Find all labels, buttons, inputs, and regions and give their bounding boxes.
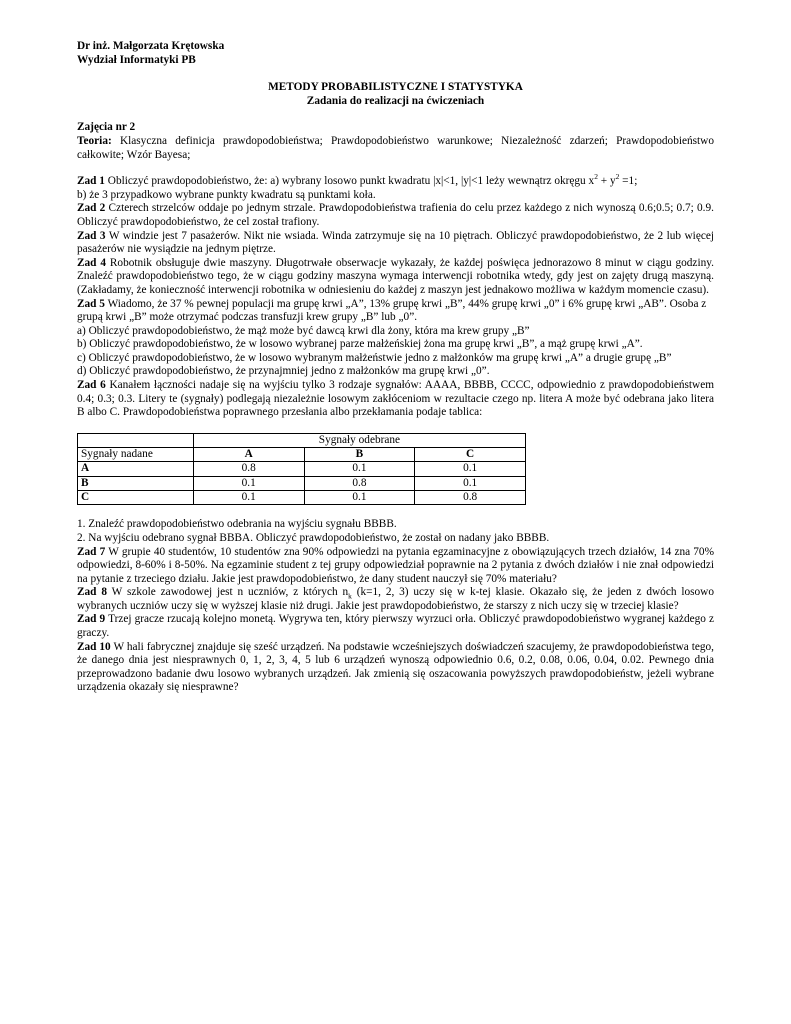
table-cell: 0.8 xyxy=(304,476,415,490)
task-10-text: W hali fabrycznej znajduje się sześć urządzeń. Na podstawie wcześniejszych doświadczeń szacujemy, że prawdopodobieństwa tego, że danego dnia jest niesprawnych 0, 1, 2, 3, 4, 5 lub 6 urządzeń wynoszą odpowiednio 0.6, 0.2, 0.08, 0.06, 0.04, 0.02. Pewnego dnia przeprowadzono badanie dwu losowo wybranych urządzeń. Jak zmienią się oszacowania powyższych prawdopodobieństw, jeżeli wybrane urządzenia okazały się niesprawne? xyxy=(77,640,715,694)
faculty-name: Wydział Informatyki PB xyxy=(77,53,196,66)
task-1 xyxy=(77,172,714,189)
table-corner-cell xyxy=(78,433,194,447)
task-5-a: a) Obliczyć prawdopodobieństwo, że mąż może być dawcą krwi dla żony, która ma krew grupy „B” xyxy=(77,324,530,337)
task-3-text: W windzie jest 7 pasażerów. Nikt nie wsiada. Winda zatrzymuje się na 10 piętrach. Obliczyć prawdopodobieństwo, że 2 lub więcej pasażerów nie wysiądzie na jednym piętrze. xyxy=(77,229,715,256)
table-header-row xyxy=(78,433,526,447)
task-1-exponent: 2 xyxy=(594,172,598,182)
task-1-exponent-2: 2 xyxy=(615,172,620,182)
theory-text: Klasyczna definicja prawdopodobieństwa; Prawdopodobieństwo warunkowe; Niezależność zdarzeń; Prawdopodobieństwo całkowite; Wzór Bayesa; xyxy=(77,134,714,161)
task-5-label: Zad 5 xyxy=(77,297,105,310)
task-8-text: W szkole zawodowej jest n uczniów, z których n xyxy=(111,586,349,599)
task-6-question-2: 2. Na wyjściu odebrano sygnał BBBA. Obliczyć prawdopodobieństwo, że został on nadany jako BBBB. xyxy=(77,531,550,544)
task-10-label: Zad 10 xyxy=(77,640,111,653)
row-label: B xyxy=(78,476,194,490)
task-1-text: Obliczyć prawdopodobieństwo, że: a) wybrany losowo punkt kwadratu |x|<1, |y|<1 leży wewnątrz okręgu x xyxy=(107,175,595,188)
task-5-d: d) Obliczyć prawdopodobieństwo, że przynajmniej jedno z małżonków ma grupę krwi „0”. xyxy=(77,365,490,378)
task-4-label: Zad 4 xyxy=(77,256,106,269)
task-2-text: Czterech strzelców oddaje po jednym strzale. Prawdopodobieństwa trafienia do celu przez każdego z nich wynoszą 0.6;0.5; 0.7; 0.9. Obliczyć prawdopodobieństwo, że cel został trafiony. xyxy=(77,202,714,228)
author-name: Dr inż. Małgorzata Krętowska xyxy=(77,40,225,52)
task-7-label: Zad 7 xyxy=(77,545,106,558)
task-2 xyxy=(77,202,714,229)
task-9-text: Trzej gracze rzucają kolejno monetą. Wygrywa ten, który pierwszy wyrzuci orła. Obliczyć prawdopodobieństwo wygranej każdego z graczy. xyxy=(77,613,714,640)
task-8 xyxy=(77,586,714,613)
task-6-label: Zad 6 xyxy=(77,379,106,392)
task-6-question-1: 1. Znaleźć prawdopodobieństwo odebrania na wyjściu sygnału BBBB. xyxy=(77,518,397,531)
task-1-text-end: =1; xyxy=(619,175,638,188)
column-header: A xyxy=(193,448,304,462)
table-cell: 0.1 xyxy=(304,491,415,505)
table-cell: 0.8 xyxy=(193,462,304,476)
course-subtitle: Zadania do realizacji na ćwiczeniach xyxy=(306,94,485,107)
table-cell: 0.1 xyxy=(193,491,304,505)
task-3-label: Zad 3 xyxy=(77,229,106,242)
table-cell: 0.1 xyxy=(415,476,526,490)
theory-paragraph xyxy=(77,135,714,162)
table-cell: 0.1 xyxy=(304,462,415,476)
task-3 xyxy=(77,230,714,257)
row-label: A xyxy=(78,462,194,476)
task-4-text: Robotnik obsługuje dwie maszyny. Długotrwałe obserwacje wykazały, że każdej poświęca jednorazowo 8 minut w ciągu godziny. Znaleźć prawdopodobieństwo tego, że w ciągu godziny maszyna wymaga interwencji robotnika wtedy, gdy jest on zajęty drugą maszyną. (Zakładamy, że konieczność interwencji robotnika w odniesieniu do każdej z maszyn jest jednakowo możliwa w każdym momencie czasu). xyxy=(77,256,714,296)
task-7-text: W grupie 40 studentów, 10 studentów zna 90% odpowiedzi na pytania egzaminacyjne z obowiązujących trzech działów, 14 zna 70% odpowiedzi, 8-60% i 8-50%. Na egzaminie student z tej grupy odpowiedział poprawnie na 2 pytania z dwóch działów i nie znał odpowiedzi na pytanie z trzeciego działu. Jakie jest prawdopodobieństwo, że dany student nauczył się 70% materiału? xyxy=(77,545,714,585)
task-5-text: Wiadomo, że 37 % pewnej populacji ma grupę krwi „A”, 13% grupę krwi „B”, 44% grupę krwi „0” i 6% grupę krwi „AB”. Osoba z grupą krwi „B” może otrzymać podczas transfuzji krew grupy „B” lub „0”. xyxy=(77,297,707,324)
task-2-label: Zad 2 xyxy=(77,202,106,215)
table-column-row xyxy=(78,448,526,462)
table-cell: 0.1 xyxy=(193,476,304,490)
task-5 xyxy=(77,298,714,325)
task-5-c: c) Obliczyć prawdopodobieństwo, że w losowo wybranym małżeństwie jedno z małżonków ma grupę krwi „A” a drugie grupę „B” xyxy=(77,351,672,364)
task-9 xyxy=(77,613,714,640)
row-label: C xyxy=(78,491,194,505)
received-header: Sygnały odebrane xyxy=(193,433,525,447)
signal-probability-table xyxy=(77,433,526,505)
task-10 xyxy=(77,641,714,695)
task-8-label: Zad 8 xyxy=(77,586,107,599)
task-1-label: Zad 1 xyxy=(77,175,105,188)
theory-label: Teoria: xyxy=(77,134,112,147)
document-page xyxy=(77,40,714,695)
task-8-subscript: k xyxy=(348,591,352,601)
task-7 xyxy=(77,546,714,587)
task-1-b: b) że 3 przypadkowo wybrane punkty kwadratu są punktami koła. xyxy=(77,188,376,201)
task-6-text: Kanałem łączności nadaje się na wyjściu tylko 3 rodzaje sygnałów: AAAA, BBBB, CCCC, odpowiednio z prawdopodobieństwem 0.4; 0.3; 0.3. Litery te (sygnały) podlegają niezależnie losowym zakłóceniom w rezultacie czego np. litera A może być odebrana jako litera B albo C. Prawdopodobieństwa poprawnego przesłania albo przekłamania podaje tablica: xyxy=(77,379,714,419)
task-1-text-plus: + y xyxy=(597,175,616,188)
column-header: B xyxy=(304,448,415,462)
table-row xyxy=(78,462,526,476)
sent-header: Sygnały nadane xyxy=(78,448,194,462)
task-6 xyxy=(77,379,714,420)
table-row xyxy=(78,476,526,490)
session-title: Zajęcia nr 2 xyxy=(77,121,136,134)
table-cell: 0.1 xyxy=(415,462,526,476)
table-cell: 0.8 xyxy=(415,491,526,505)
table-row xyxy=(78,491,526,505)
course-title: METODY PROBABILISTYCZNE I STATYSTYKA xyxy=(268,81,523,94)
task-9-label: Zad 9 xyxy=(77,613,106,626)
column-header: C xyxy=(415,448,526,462)
task-5-b: b) Obliczyć prawdopodobieństwo, że w losowo wybranej parze małżeńskiej żona ma grupę krwi „B”, a mąż grupę krwi „A”. xyxy=(77,338,643,351)
task-4 xyxy=(77,257,714,298)
task-8-text-rest: (k=1, 2, 3) uczy się w k-tej klasie. Okazało się, że jeden z dwóch losowo wybranych uczniów uczy się w wyższej klasie niż drugi. Jakie jest prawdopodobieństwo, że starszy z nich uczy się w trzeciej klasie? xyxy=(77,586,714,612)
